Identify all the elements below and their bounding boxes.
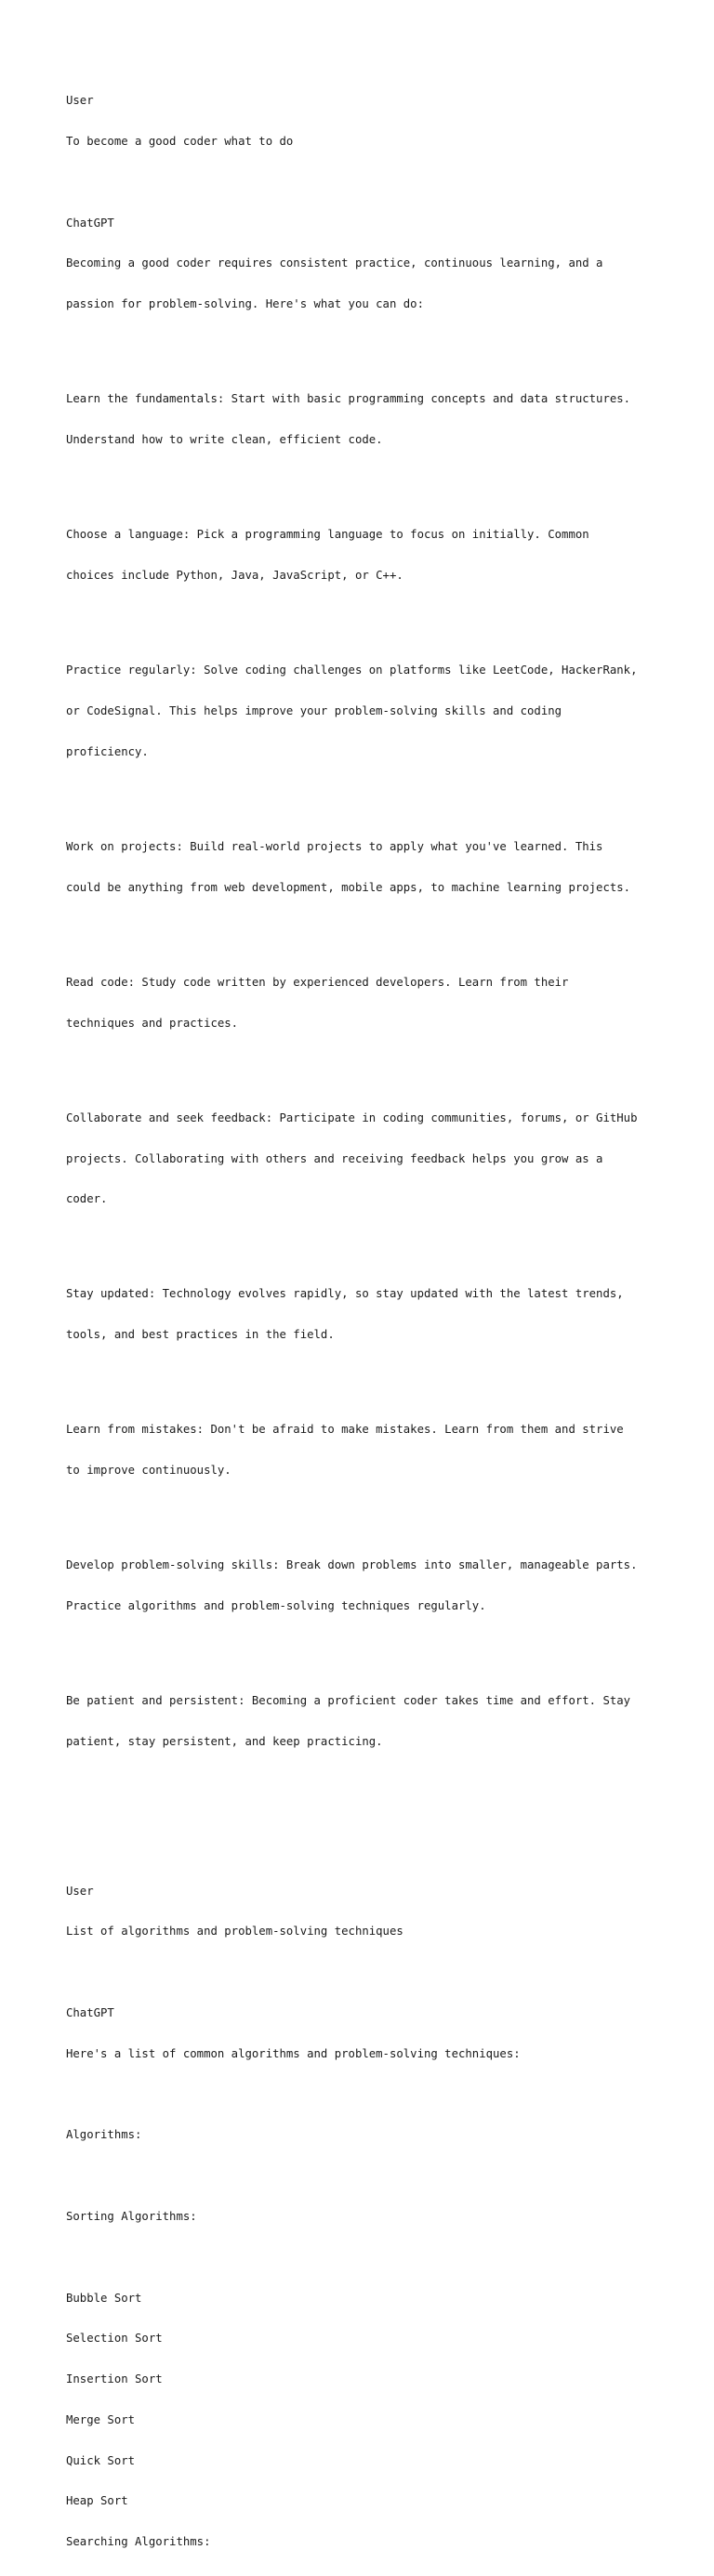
subsection-heading: Searching Algorithms: xyxy=(66,2535,211,2549)
intro-line: passion for problem-solving. Here's what you can do: xyxy=(66,297,424,311)
tip-line: could be anything from web development, mobile apps, to machine learning projects. xyxy=(66,880,631,894)
tip-line: Understand how to write clean, efficient code. xyxy=(66,433,383,447)
tip-line: Stay updated: Technology evolves rapidly, so stay updated with the latest trends, xyxy=(66,1287,624,1301)
tip-line: Collaborate and seek feedback: Participate in coding communities, forums, or GitHub xyxy=(66,1111,638,1124)
tip-line: Learn the fundamentals: Start with basic programming concepts and data structures. xyxy=(66,392,631,406)
list-item: Selection Sort xyxy=(66,2332,163,2346)
speaker-label-user: User xyxy=(66,94,94,108)
list-item: Bubble Sort xyxy=(66,2291,142,2305)
tip-line: to improve continuously. xyxy=(66,1464,231,1478)
list-item: Quick Sort xyxy=(66,2453,136,2467)
intro-line: Becoming a good coder requires consistent practice, continuous learning, and a xyxy=(66,256,603,270)
tip-line: Develop problem-solving skills: Break down problems into smaller, manageable parts. xyxy=(66,1558,638,1572)
subsection-heading: Sorting Algorithms: xyxy=(66,2209,197,2223)
tip-line: Practice algorithms and problem-solving techniques regularly. xyxy=(66,1599,486,1613)
list-item: Merge Sort xyxy=(66,2412,136,2426)
tip-line: or CodeSignal. This helps improve your problem-solving skills and coding xyxy=(66,703,562,717)
user-message: List of algorithms and problem-solving techniques xyxy=(66,1925,403,1939)
tip-line: Choose a language: Pick a programming language to focus on initially. Common xyxy=(66,528,589,542)
list-item: Heap Sort xyxy=(66,2494,128,2508)
tip-line: Be patient and persistent: Becoming a proficient coder takes time and effort. Stay xyxy=(66,1694,631,1708)
tip-line: choices include Python, Java, JavaScript, or C++. xyxy=(66,568,403,582)
tip-line: techniques and practices. xyxy=(66,1016,239,1030)
speaker-label-assistant: ChatGPT xyxy=(66,2006,114,2020)
tip-line: patient, stay persistent, and keep practicing. xyxy=(66,1735,383,1749)
list-item: Insertion Sort xyxy=(66,2372,163,2386)
section-heading: Algorithms: xyxy=(66,2128,142,2142)
tip-line: coder. xyxy=(66,1192,108,1206)
speaker-label-user: User xyxy=(66,1884,94,1898)
tip-line: Practice regularly: Solve coding challenges on platforms like LeetCode, HackerRank, xyxy=(66,664,638,677)
user-message: To become a good coder what to do xyxy=(66,134,294,148)
tip-line: Learn from mistakes: Don't be afraid to make mistakes. Learn from them and strive xyxy=(66,1423,624,1437)
tip-line: tools, and best practices in the field. xyxy=(66,1328,335,1342)
tip-line: Read code: Study code written by experienced developers. Learn from their xyxy=(66,975,569,989)
tip-line: proficiency. xyxy=(66,744,149,758)
tip-line: Work on projects: Build real-world projects to apply what you've learned. This xyxy=(66,839,603,853)
tip-line: projects. Collaborating with others and receiving feedback helps you grow as a xyxy=(66,1151,603,1165)
intro-line: Here's a list of common algorithms and problem-solving techniques: xyxy=(66,2046,521,2060)
speaker-label-assistant: ChatGPT xyxy=(66,216,114,230)
document-text xyxy=(66,67,698,2576)
